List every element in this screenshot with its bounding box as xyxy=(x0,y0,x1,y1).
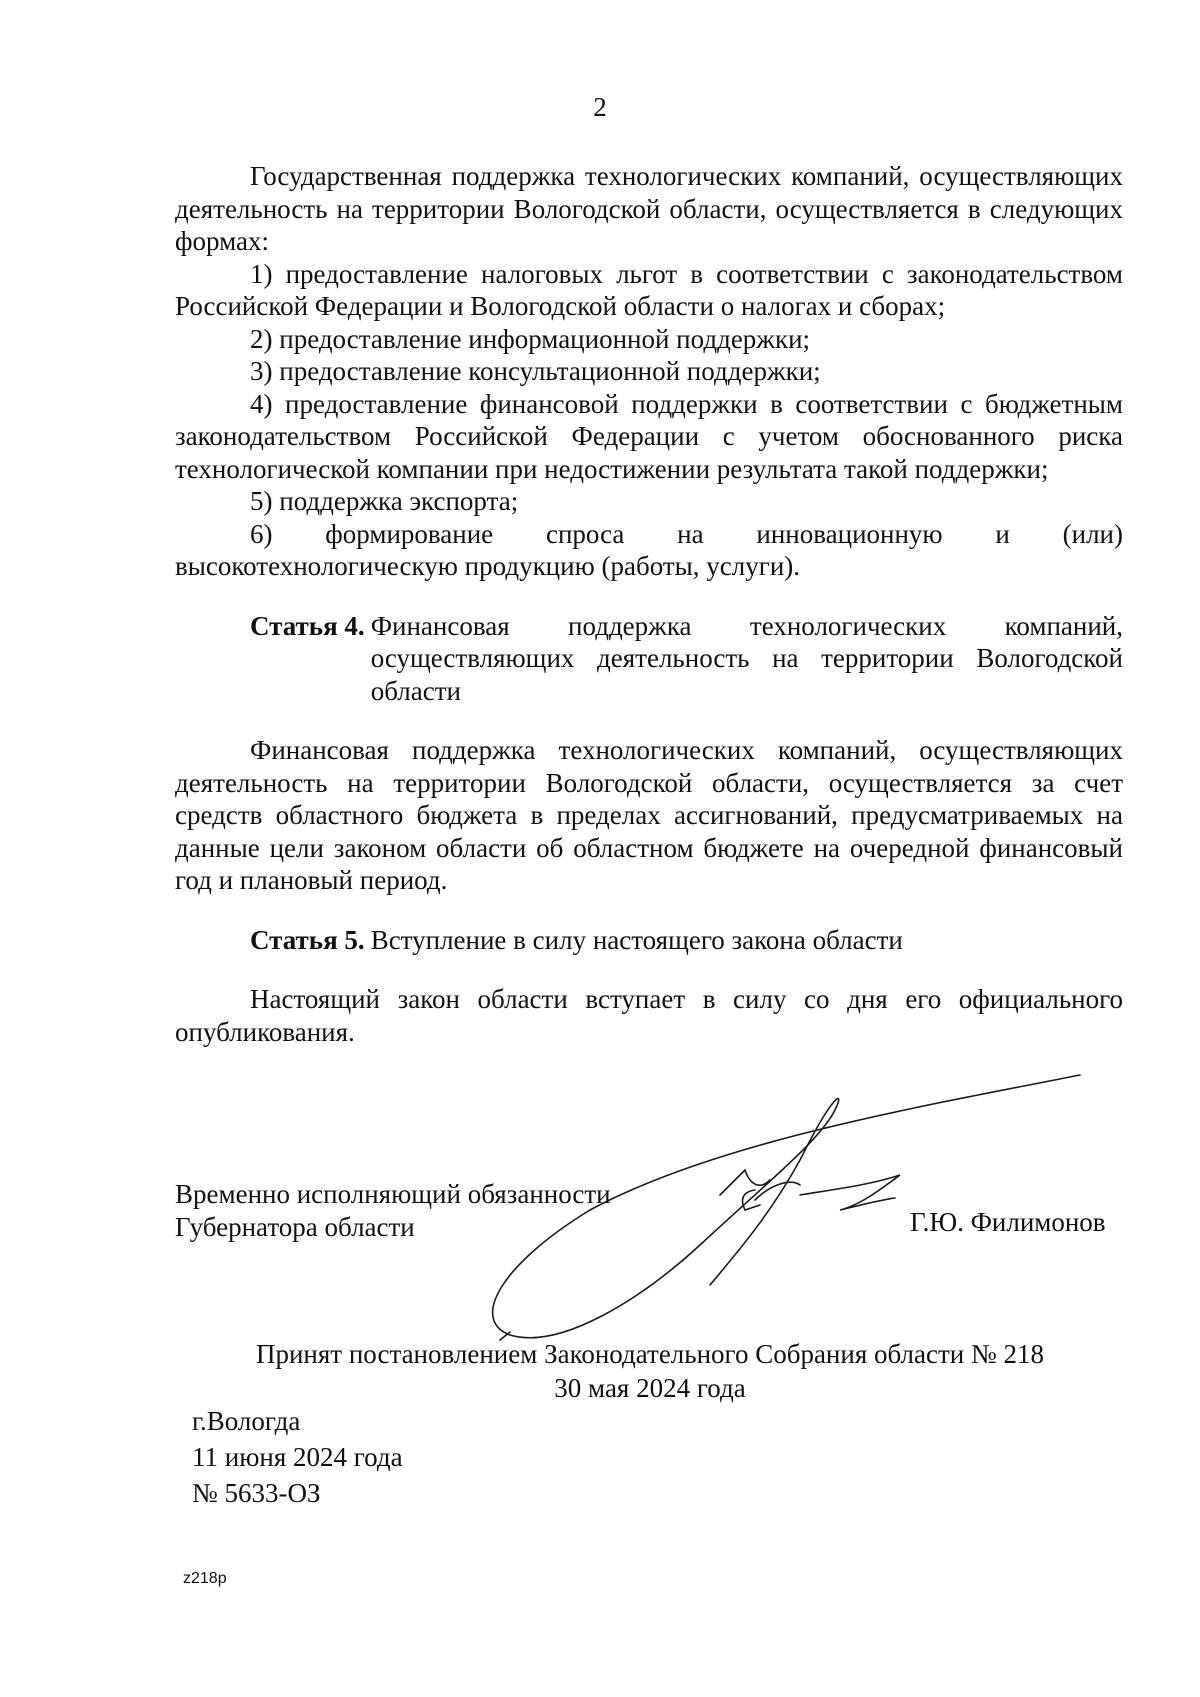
signatory-name: Г.Ю. Филимонов xyxy=(910,1207,1106,1237)
article-4-text: Финансовая поддержка технологических компаний, осуществляющих деятельность на территории Вологодской области, осуществляется за счет средств областного бюджета в пределах ассигнований, предусматриваемых на данные цели законом области об областном бюджете на очередной финансовый год и плановый период. xyxy=(175,735,1123,895)
signatory-position-line1: Временно исполняющий обязанности xyxy=(175,1179,611,1209)
city: г.Вологда xyxy=(192,1406,301,1436)
signing-date: 11 июня 2024 года xyxy=(192,1442,403,1472)
list-item-3: 3) предоставление консультационной поддержки; xyxy=(250,356,821,386)
signatory-position xyxy=(175,1178,611,1244)
signatory-position-line2: Губернатора области xyxy=(175,1212,415,1242)
article-4-heading xyxy=(175,610,1123,708)
article-5-title: Вступление в силу настоящего закона области xyxy=(370,924,903,955)
page-number: 2 xyxy=(593,92,607,122)
adoption-info xyxy=(0,1337,1200,1405)
article-4-title: Финансовая поддержка технологических компаний, осуществляющих деятельность на территории Вологодской области xyxy=(370,610,1123,706)
adoption-line2: 30 мая 2024 года xyxy=(554,1373,746,1403)
article-5-text: Настоящий закон области вступает в силу со дня его официального опубликования. xyxy=(175,984,1123,1047)
list-item-1: 1) предоставление налоговых льгот в соответствии с законодательством Российской Федерации и Вологодской области о налогах и сборах; xyxy=(175,258,1123,321)
law-number: № 5633-ОЗ xyxy=(192,1478,321,1508)
list-item-4: 4) предоставление финансовой поддержки в соответствии с бюджетным законодательством Российской Федерации с учетом обоснованного риска технологической компании при недостижении результата такой поддержки; xyxy=(175,388,1123,484)
list-item-2: 2) предоставление информационной поддержки; xyxy=(250,323,811,354)
intro-paragraph: Государственная поддержка технологических компаний, осуществляющих деятельность на территории Вологодской области, осуществляется в следующих формах: xyxy=(175,161,1123,256)
article-5-heading xyxy=(175,924,1123,957)
document-body xyxy=(175,160,1123,1048)
list-item-6: 6) формирование спроса на инновационную и (или) высокотехнологическую продукцию (работы, услуги). xyxy=(175,518,1123,581)
place-date-block xyxy=(192,1403,403,1511)
document-code: z218p xyxy=(183,1570,227,1587)
article-5-label: Статья 5. xyxy=(250,924,365,955)
list-item-5: 5) поддержка экспорта; xyxy=(250,486,519,516)
adoption-line1: Принят постановлением Законодательного Собрания области № 218 xyxy=(255,1339,1045,1369)
article-4-label: Статья 4. xyxy=(250,610,365,641)
